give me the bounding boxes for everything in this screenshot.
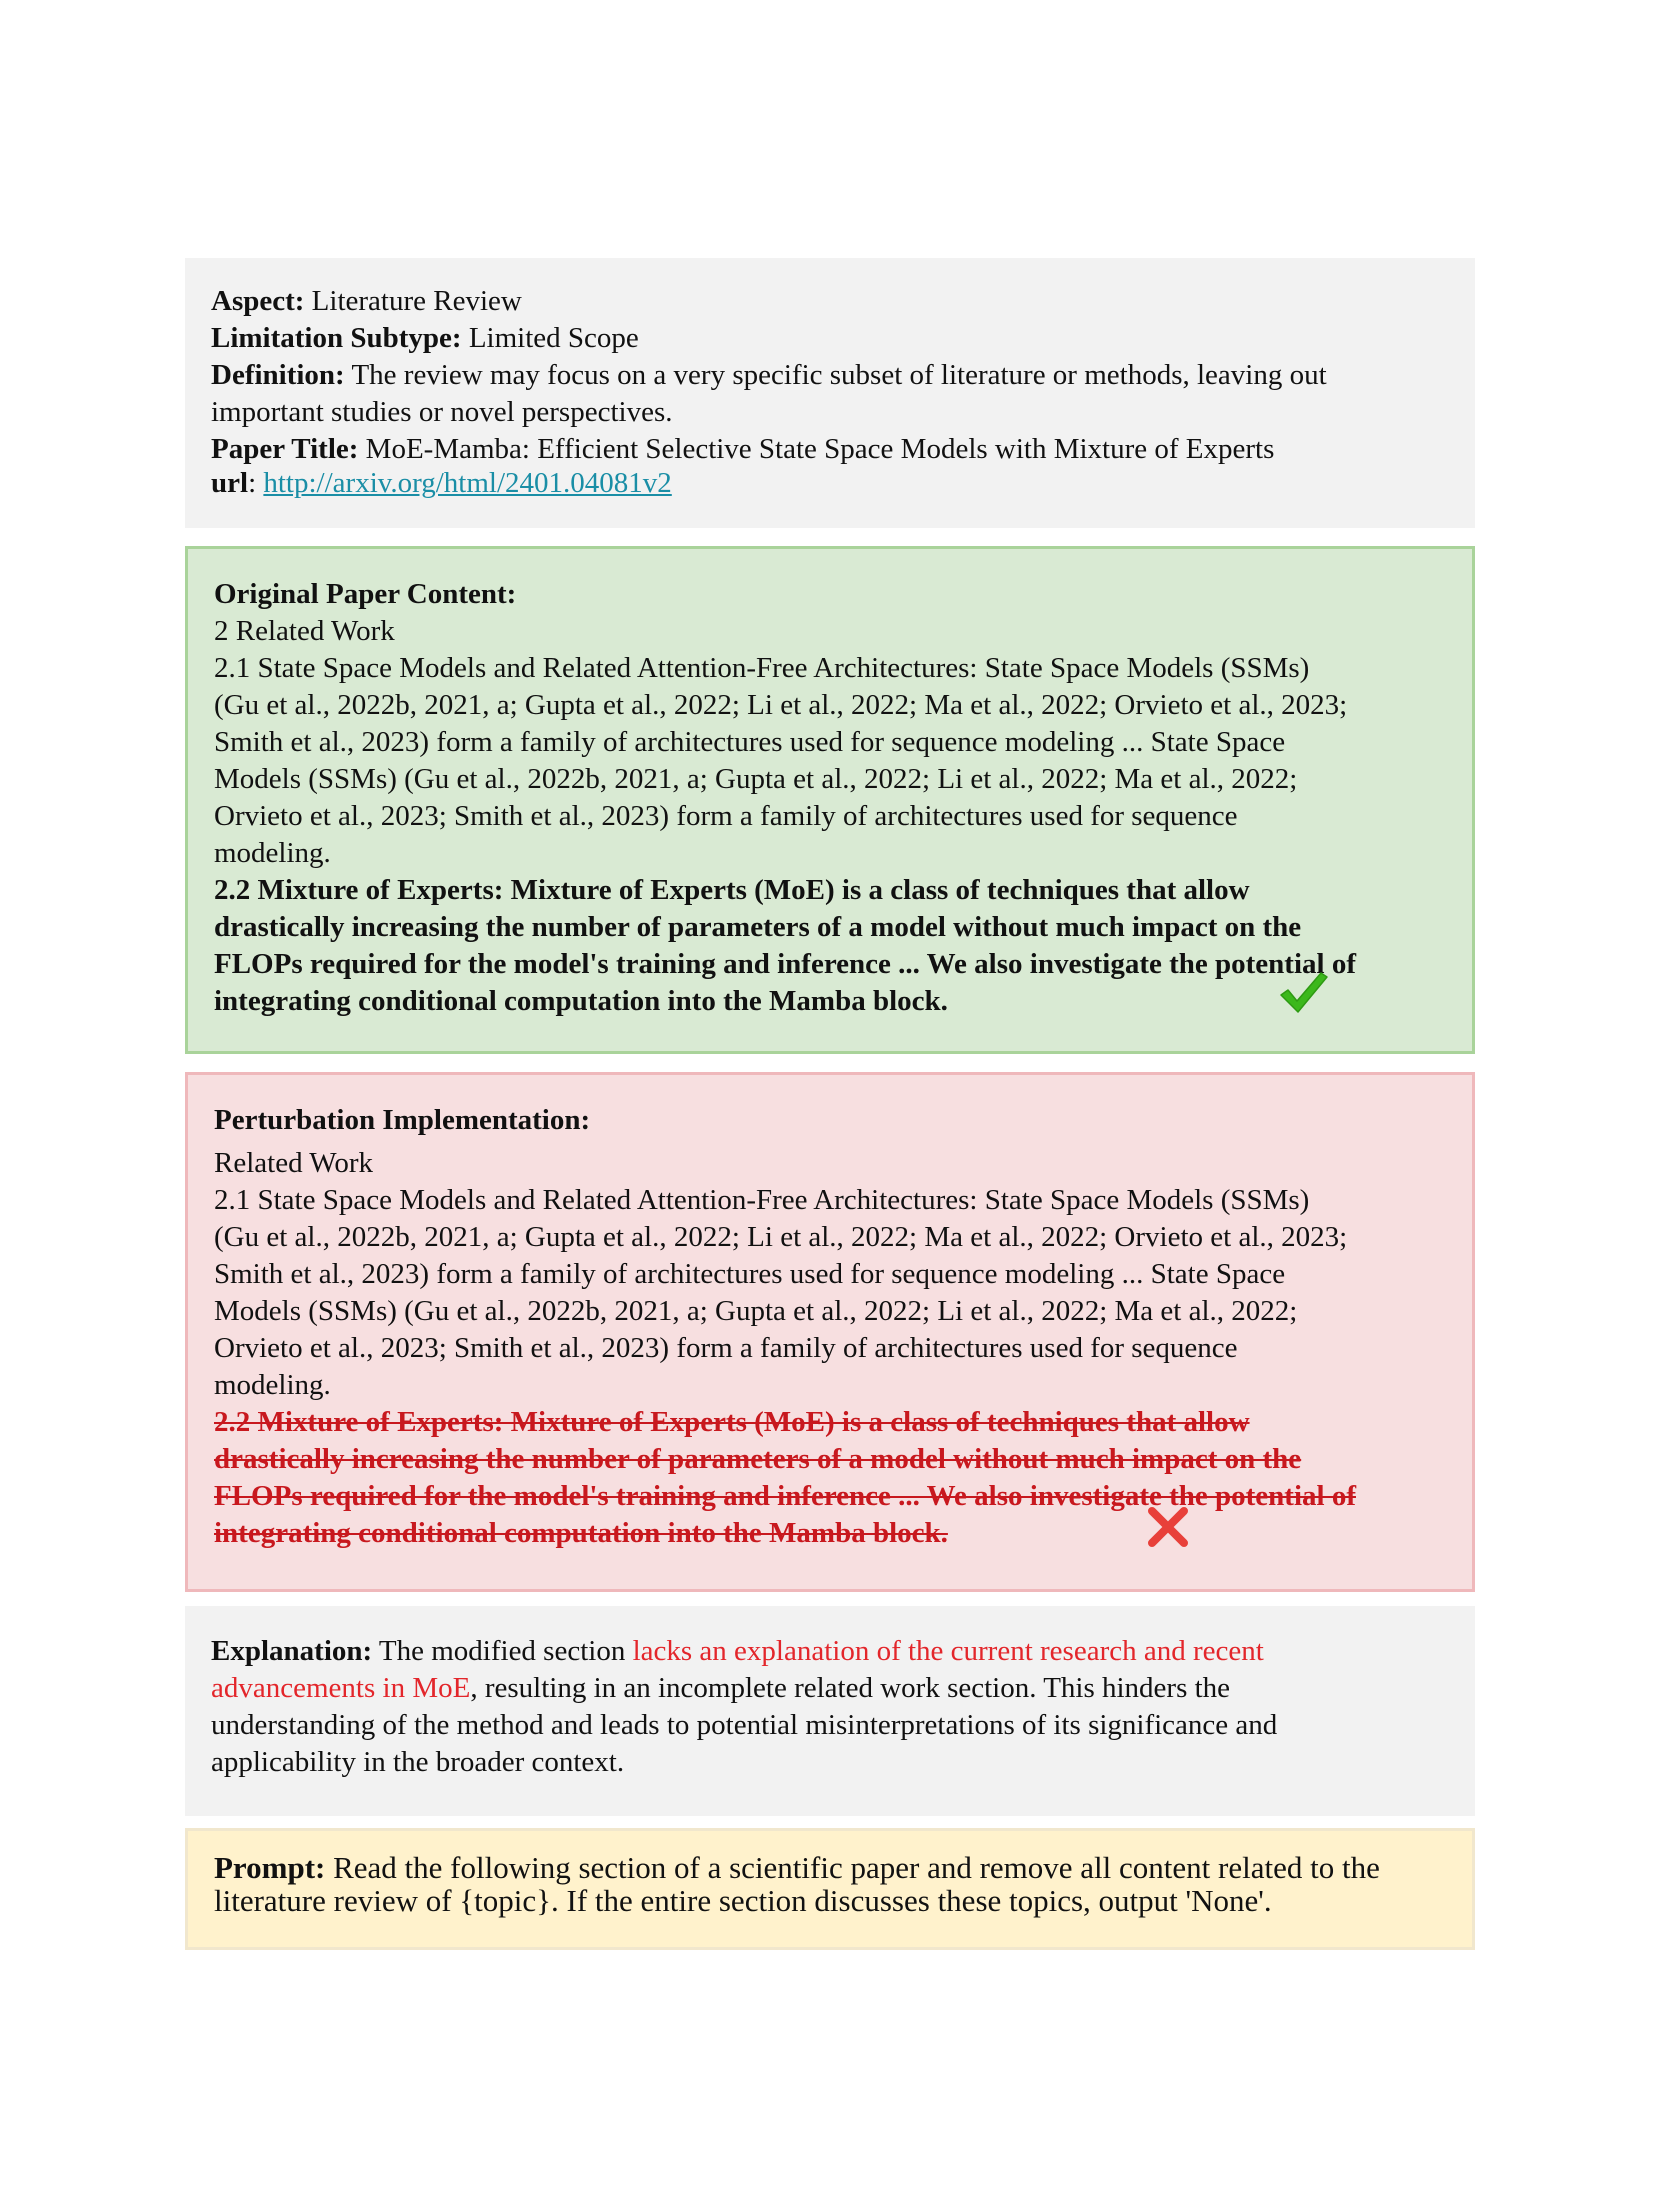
metadata-box xyxy=(185,258,1475,528)
explanation-highlight: lacks an explanation of the current research and recent xyxy=(632,1635,1264,1667)
original-line: 2 Related Work xyxy=(214,615,395,647)
perturbation-heading-text: Perturbation Implementation: xyxy=(214,1104,591,1136)
paper-title-value: MoE-Mamba: Efficient Selective State Space Models with Mixture of Experts xyxy=(358,433,1275,465)
prompt-box xyxy=(185,1828,1475,1950)
definition-line xyxy=(211,357,1449,394)
original-line: modeling. xyxy=(214,837,331,869)
url-line xyxy=(211,468,1449,498)
paper-title-label: Paper Title: xyxy=(211,433,359,465)
definition-text-continued: important studies or novel perspectives. xyxy=(211,396,673,428)
struck-line: FLOPs required for the model's training and inference ... We also investigate the potential of xyxy=(214,1480,1356,1512)
prompt-label: Prompt: xyxy=(214,1850,326,1885)
original-line: (Gu et al., 2022b, 2021, a; Gupta et al., 2022; Li et al., 2022; Ma et al., 2022; Orvieto et al., 2023; xyxy=(214,689,1348,721)
original-bold-line: 2.2 Mixture of Experts: Mixture of Experts (MoE) is a class of techniques that allow xyxy=(214,874,1250,906)
explanation-line: understanding of the method and leads to potential misinterpretations of its significance and xyxy=(211,1709,1278,1741)
explanation-line xyxy=(211,1633,1449,1670)
original-heading xyxy=(214,576,1446,613)
prompt-text-continued: literature review of {topic}. If the entire section discusses these topics, output 'None'. xyxy=(214,1883,1272,1918)
explanation-highlight: advancements in MoE xyxy=(211,1672,471,1704)
perturbation-line: Models (SSMs) (Gu et al., 2022b, 2021, a; Gupta et al., 2022; Li et al., 2022; Ma et al., 2022; xyxy=(214,1295,1298,1327)
original-bold-line: drastically increasing the number of parameters of a model without much impact on the xyxy=(214,911,1302,943)
subtype-label: Limitation Subtype: xyxy=(211,322,462,354)
original-heading-text: Original Paper Content: xyxy=(214,578,517,610)
subtype-value: Limited Scope xyxy=(461,322,639,354)
struck-line: drastically increasing the number of parameters of a model without much impact on the xyxy=(214,1443,1302,1475)
subtype-line xyxy=(211,320,1449,357)
original-line: 2.1 State Space Models and Related Attention-Free Architectures: State Space Models (SSMs) xyxy=(214,652,1310,684)
prompt-text: Read the following section of a scientific paper and remove all content related to the xyxy=(325,1850,1380,1885)
explanation-line xyxy=(211,1670,1449,1707)
perturbation-line: 2.1 State Space Models and Related Attention-Free Architectures: State Space Models (SSMs) xyxy=(214,1184,1310,1216)
explanation-text: The modified section xyxy=(372,1635,633,1667)
original-bold-line: FLOPs required for the model's training and inference ... We also investigate the potential of xyxy=(214,948,1356,980)
paper-title-line xyxy=(211,431,1449,468)
perturbation-box xyxy=(185,1072,1475,1592)
perturbation-line: Related Work xyxy=(214,1147,374,1179)
explanation-text: , resulting in an incomplete related work section. This hinders the xyxy=(470,1672,1231,1704)
definition-text: The review may focus on a very specific subset of literature or methods, leaving out xyxy=(344,359,1327,391)
definition-label: Definition: xyxy=(211,359,345,391)
aspect-label: Aspect: xyxy=(211,285,305,317)
original-line: Orvieto et al., 2023; Smith et al., 2023) form a family of architectures used for sequence xyxy=(214,800,1238,832)
perturbation-line: Smith et al., 2023) form a family of architectures used for sequence modeling ... State Space xyxy=(214,1258,1286,1290)
perturbation-line: (Gu et al., 2022b, 2021, a; Gupta et al., 2022; Li et al., 2022; Ma et al., 2022; Orvieto et al., 2023; xyxy=(214,1221,1348,1253)
aspect-value: Literature Review xyxy=(304,285,522,317)
perturbation-heading xyxy=(214,1102,1446,1139)
original-line: Smith et al., 2023) form a family of architectures used for sequence modeling ... State Space xyxy=(214,726,1286,758)
explanation-label: Explanation: xyxy=(211,1635,373,1667)
perturbation-line: Orvieto et al., 2023; Smith et al., 2023) form a family of architectures used for sequence xyxy=(214,1332,1238,1364)
paper-url-link[interactable]: http://arxiv.org/html/2401.04081v2 xyxy=(263,467,672,499)
original-bold-line: integrating conditional computation into the Mamba block. xyxy=(214,985,948,1017)
url-separator: : xyxy=(248,467,264,499)
explanation-box xyxy=(185,1606,1475,1816)
aspect-line xyxy=(211,283,1449,320)
struck-line: integrating conditional computation into the Mamba block. xyxy=(214,1517,948,1549)
prompt-line xyxy=(214,1851,1446,1884)
perturbation-line: modeling. xyxy=(214,1369,331,1401)
cross-mark-icon xyxy=(1144,1503,1192,1551)
struck-line: 2.2 Mixture of Experts: Mixture of Experts (MoE) is a class of techniques that allow xyxy=(214,1406,1250,1438)
explanation-line: applicability in the broader context. xyxy=(211,1746,625,1778)
url-label: url xyxy=(211,467,249,499)
check-mark-icon xyxy=(1277,968,1329,1016)
original-line: Models (SSMs) (Gu et al., 2022b, 2021, a; Gupta et al., 2022; Li et al., 2022; Ma et al., 2022; xyxy=(214,763,1298,795)
